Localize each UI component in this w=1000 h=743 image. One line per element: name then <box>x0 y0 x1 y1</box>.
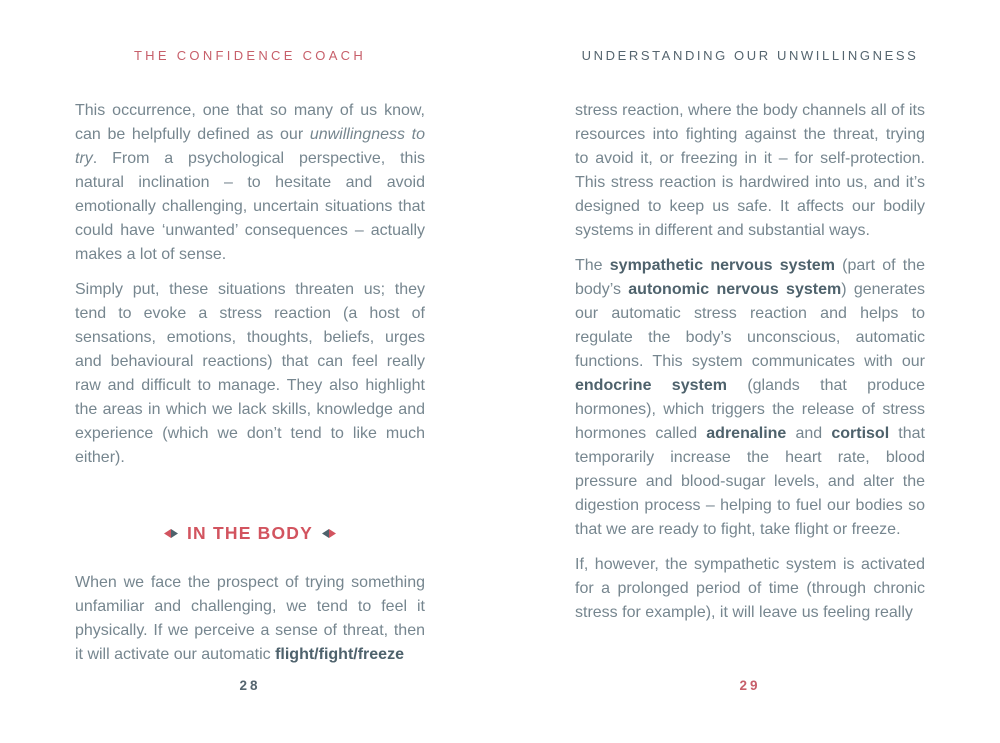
page-left <box>75 0 425 743</box>
paragraph: Simply put, these situations threaten us; they tend to evoke a stress reaction (a host of sensations, emotions, thoughts, beliefs, urges and behavioural reactions) that can feel really raw and difficult to manage. They also highlight the areas in which we lack skills, knowledge and experience (which we don’t tend to like much either). <box>75 281 425 466</box>
paragraph: stress reaction, where the body channels all of its resources into fighting against the threat, trying to avoid it, or freezing in it – for self-protection. This stress reaction is hardwired into us, and it’s designed to keep us safe. It affects our bodily systems in different and substantial ways. <box>575 102 925 239</box>
section-heading <box>75 521 425 545</box>
page-right <box>575 0 925 743</box>
section-heading-label: IN THE BODY <box>187 523 313 543</box>
running-header-right: UNDERSTANDING OUR UNWILLINGNESS <box>581 48 919 63</box>
diamond-ornament-left-icon <box>164 529 178 538</box>
paragraph: This occurrence, one that so many of us know, can be helpfully defined as our unwillingness to try. From a psychological perspective, this natural inclination – to hesitate and avoid emotionally challenging, uncertain situations that could have ‘unwanted’ consequences – actually makes a lot of sense. <box>75 102 426 263</box>
page-right-body <box>575 99 925 636</box>
paragraph: The sympathetic nervous system (part of the body’s autonomic nervous system) generates our automatic stress reaction and helps to regulate the body’s unconscious, automatic functions. This system communicates with our endocrine system (glands that produce hormones), which triggers the release of stress hormones called adrenaline and cortisol that temporarily increase the heart rate, blood pressure and blood-sugar levels, and alter the digestion process – helping to fuel our bodies so that we are ready to fight, take flight or freeze. <box>575 257 926 538</box>
page-left-body <box>75 99 425 678</box>
paragraph: When we face the prospect of trying something unfamiliar and challenging, we tend to feel it physically. If we perceive a sense of threat, then it will activate our automatic flight/fight/freeze <box>75 574 425 663</box>
page-number-left: 28 <box>239 678 261 693</box>
running-header-left: THE CONFIDENCE COACH <box>133 48 367 63</box>
page-number-right: 29 <box>739 678 761 693</box>
diamond-ornament-right-icon <box>322 529 336 538</box>
paragraph: If, however, the sympathetic system is activated for a prolonged period of time (through chronic stress for example), it will leave us feeling really <box>575 556 925 621</box>
